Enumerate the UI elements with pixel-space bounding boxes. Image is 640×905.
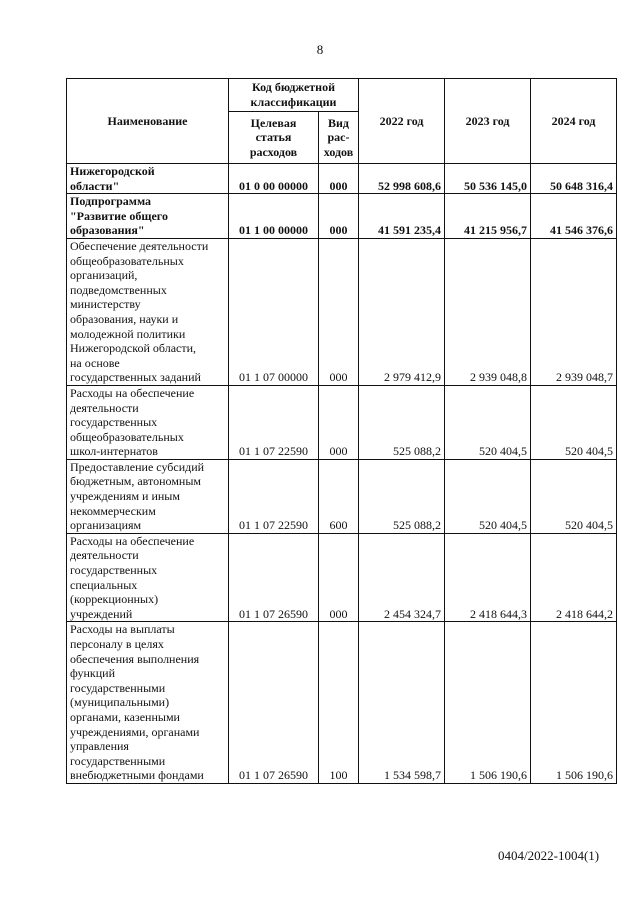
- row-2023: 520 404,5: [445, 459, 531, 533]
- row-2024: 41 546 376,6: [531, 194, 617, 239]
- row-name: Нижегородской области": [67, 164, 229, 194]
- table-row: [67, 385, 617, 459]
- row-2022: 41 591 235,4: [359, 194, 445, 239]
- row-target: 01 1 07 22590: [229, 385, 319, 459]
- row-2022: 525 088,2: [359, 385, 445, 459]
- row-type: 000: [319, 194, 359, 239]
- table-row: [67, 194, 617, 239]
- row-2022: 2 979 412,9: [359, 238, 445, 385]
- row-target: 01 1 07 26590: [229, 622, 319, 784]
- row-name: Подпрограмма "Развитие общего образования": [67, 194, 229, 239]
- row-2023: 1 506 190,6: [445, 622, 531, 784]
- header-name: Наименование: [67, 79, 229, 164]
- row-target: 01 1 07 00000: [229, 238, 319, 385]
- row-type: 100: [319, 622, 359, 784]
- row-2023: 50 536 145,0: [445, 164, 531, 194]
- document-id: 0404/2022-1004(1): [498, 848, 600, 863]
- table-row: [67, 164, 617, 194]
- row-2024: 1 506 190,6: [531, 622, 617, 784]
- row-name: Расходы на выплаты персоналу в целях обеспечения выполнения функций государственными (муниципальными) органами, казенными учреждениями, органами управления государственными внебюджетными фондами: [67, 622, 229, 784]
- row-2024: 520 404,5: [531, 459, 617, 533]
- budget-table: [66, 78, 617, 784]
- row-2023: 41 215 956,7: [445, 194, 531, 239]
- header-year-2022: 2022 год: [359, 79, 445, 164]
- row-name: Расходы на обеспечение деятельности государственных специальных (коррекционных) учреждений: [67, 533, 229, 622]
- table-row: [67, 238, 617, 385]
- header-target-article: Целевая статья расходов: [229, 112, 319, 164]
- row-2024: 2 939 048,7: [531, 238, 617, 385]
- header-year-2023: 2023 год: [445, 79, 531, 164]
- row-2022: 2 454 324,7: [359, 533, 445, 622]
- row-type: 600: [319, 459, 359, 533]
- row-type: 000: [319, 533, 359, 622]
- row-name: Обеспечение деятельности общеобразовательных организаций, подведомственных министерству образования, науки и молодежной политики Нижегородской области, на основе государственных заданий: [67, 238, 229, 385]
- header-budget-code: Код бюджетной классификации: [229, 79, 359, 112]
- table-row: [67, 533, 617, 622]
- row-target: 01 1 00 00000: [229, 194, 319, 239]
- table-row: [67, 459, 617, 533]
- row-2022: 525 088,2: [359, 459, 445, 533]
- table-row: [67, 622, 617, 784]
- row-2022: 52 998 608,6: [359, 164, 445, 194]
- row-2022: 1 534 598,7: [359, 622, 445, 784]
- row-name: Расходы на обеспечение деятельности государственных общеобразовательных школ-интернатов: [67, 385, 229, 459]
- row-2024: 520 404,5: [531, 385, 617, 459]
- page-number: 8: [316, 42, 324, 57]
- row-target: 01 0 00 00000: [229, 164, 319, 194]
- header-year-2024: 2024 год: [531, 79, 617, 164]
- row-target: 01 1 07 22590: [229, 459, 319, 533]
- row-name: Предоставление субсидий бюджетным, автономным учреждениям и иным некоммерческим организациям: [67, 459, 229, 533]
- row-type: 000: [319, 238, 359, 385]
- row-2023: 520 404,5: [445, 385, 531, 459]
- row-2023: 2 418 644,3: [445, 533, 531, 622]
- row-type: 000: [319, 164, 359, 194]
- row-target: 01 1 07 26590: [229, 533, 319, 622]
- row-2024: 2 418 644,2: [531, 533, 617, 622]
- header-expense-type: Вид рас- ходов: [319, 112, 359, 164]
- row-2023: 2 939 048,8: [445, 238, 531, 385]
- row-type: 000: [319, 385, 359, 459]
- row-2024: 50 648 316,4: [531, 164, 617, 194]
